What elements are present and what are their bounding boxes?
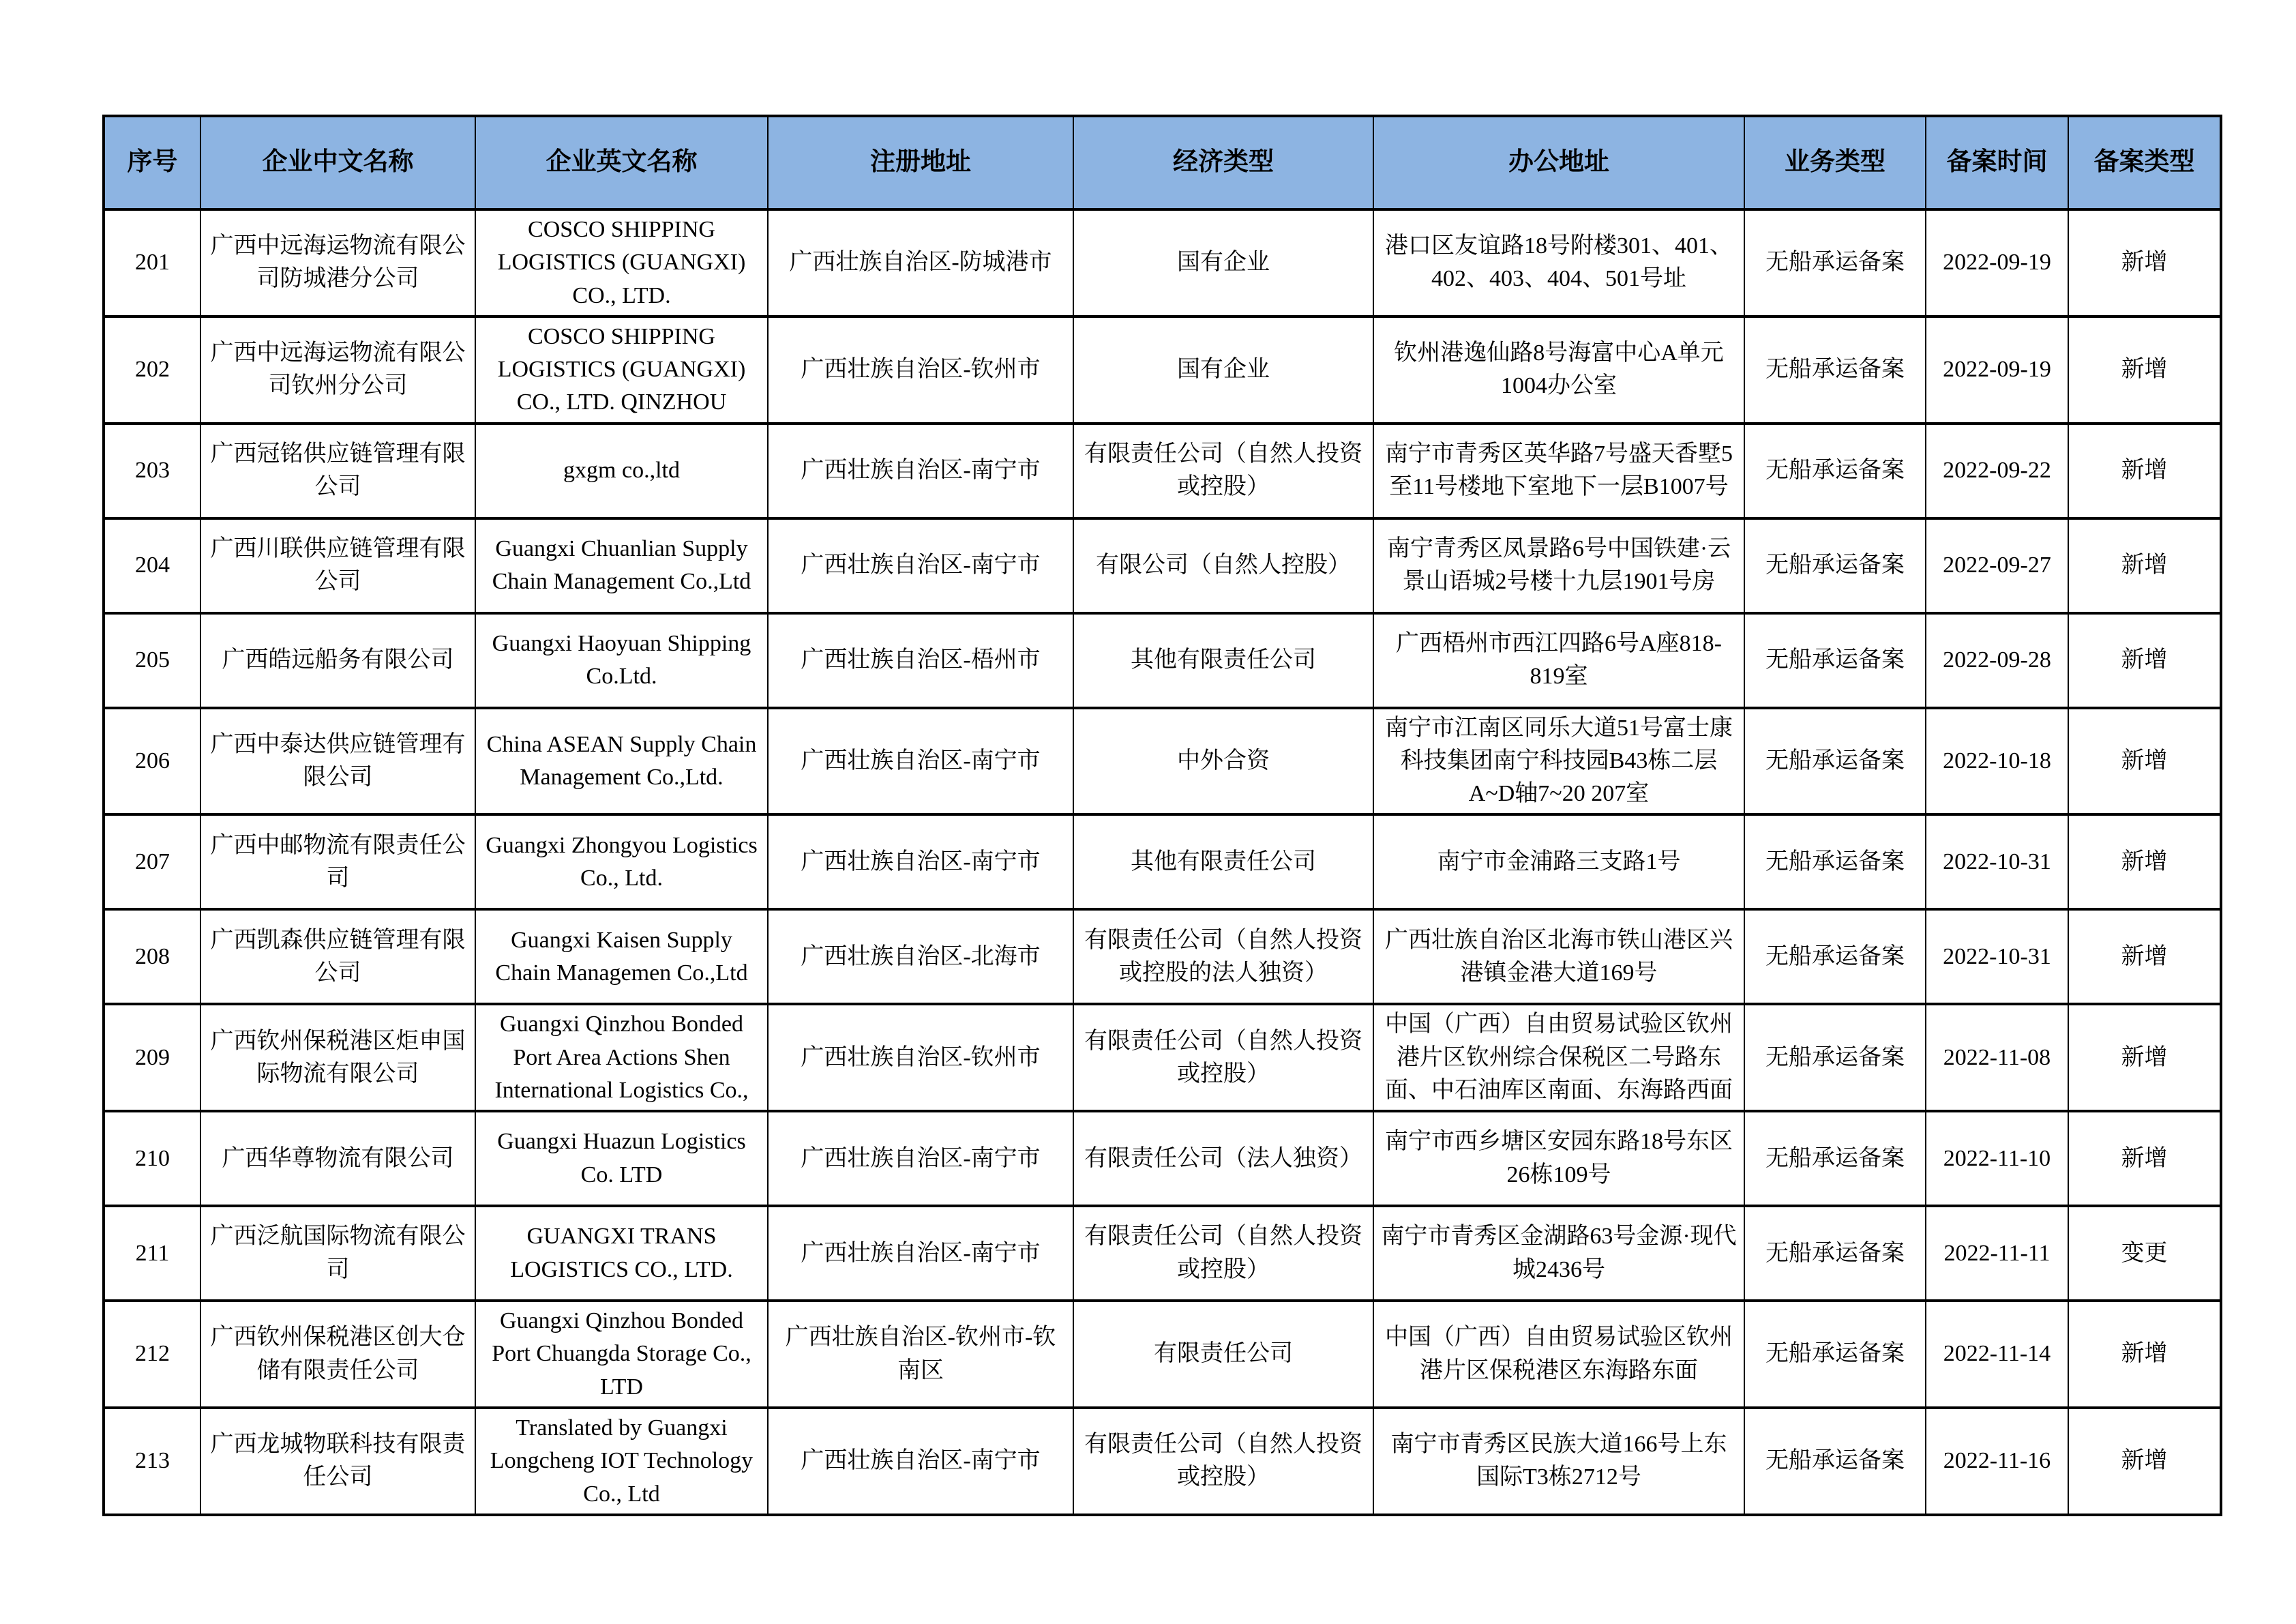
cell-xuhao: 205 (104, 613, 200, 708)
cell-econ-type: 有限责任公司（自然人投资或控股） (1073, 1004, 1373, 1111)
cell-biz-type: 无船承运备案 (1744, 814, 1926, 909)
column-header-cn-name: 企业中文名称 (200, 116, 475, 209)
cell-cn-name: 广西中远海运物流有限公司钦州分公司 (200, 316, 475, 424)
cell-en-name: Guangxi Qinzhou Bonded Port Chuangda Storage Co., LTD (475, 1301, 768, 1408)
table-row (104, 316, 2221, 424)
cell-cn-name: 广西川联供应链管理有限公司 (200, 518, 475, 613)
cell-biz-type: 无船承运备案 (1744, 1301, 1926, 1408)
cell-cn-name: 广西钦州保税港区创大仓储有限责任公司 (200, 1301, 475, 1408)
cell-xuhao: 206 (104, 708, 200, 815)
cell-reg-address: 广西壮族自治区-南宁市 (768, 1206, 1073, 1301)
column-header-econ-type: 经济类型 (1073, 116, 1373, 209)
cell-econ-type: 国有企业 (1073, 209, 1373, 316)
cell-xuhao: 208 (104, 909, 200, 1004)
cell-office-address: 南宁市青秀区民族大道166号上东国际T3栋2712号 (1373, 1408, 1744, 1515)
cell-filing-date: 2022-09-28 (1926, 613, 2068, 708)
table-row (104, 1206, 2221, 1301)
cell-econ-type: 中外合资 (1073, 708, 1373, 815)
cell-filing-type: 新增 (2068, 814, 2221, 909)
cell-filing-date: 2022-11-08 (1926, 1004, 2068, 1111)
cell-office-address: 广西壮族自治区北海市铁山港区兴港镇金港大道169号 (1373, 909, 1744, 1004)
cell-econ-type: 有限责任公司（自然人投资或控股） (1073, 1206, 1373, 1301)
cell-biz-type: 无船承运备案 (1744, 1111, 1926, 1206)
cell-cn-name: 广西钦州保税港区炬申国际物流有限公司 (200, 1004, 475, 1111)
column-header-reg-address: 注册地址 (768, 116, 1073, 209)
cell-office-address: 南宁市青秀区英华路7号盛天香墅5至11号楼地下室地下一层B1007号 (1373, 424, 1744, 518)
cell-office-address: 港口区友谊路18号附楼301、401、402、403、404、501号址 (1373, 209, 1744, 316)
cell-filing-type: 新增 (2068, 424, 2221, 518)
cell-en-name: China ASEAN Supply Chain Management Co.,Ltd. (475, 708, 768, 815)
cell-filing-type: 新增 (2068, 1301, 2221, 1408)
cell-filing-date: 2022-11-10 (1926, 1111, 2068, 1206)
table-row (104, 1408, 2221, 1515)
cell-econ-type: 国有企业 (1073, 316, 1373, 424)
table-row (104, 209, 2221, 316)
cell-office-address: 中国（广西）自由贸易试验区钦州港片区保税港区东海路东面 (1373, 1301, 1744, 1408)
cell-reg-address: 广西壮族自治区-南宁市 (768, 708, 1073, 815)
cell-filing-type: 新增 (2068, 1004, 2221, 1111)
cell-reg-address: 广西壮族自治区-梧州市 (768, 613, 1073, 708)
cell-reg-address: 广西壮族自治区-防城港市 (768, 209, 1073, 316)
cell-filing-date: 2022-11-16 (1926, 1408, 2068, 1515)
cell-reg-address: 广西壮族自治区-南宁市 (768, 1111, 1073, 1206)
cell-filing-type: 新增 (2068, 1111, 2221, 1206)
cell-biz-type: 无船承运备案 (1744, 518, 1926, 613)
cell-econ-type: 有限责任公司（法人独资） (1073, 1111, 1373, 1206)
cell-filing-date: 2022-09-27 (1926, 518, 2068, 613)
header-row (104, 116, 2221, 209)
cell-biz-type: 无船承运备案 (1744, 316, 1926, 424)
cell-xuhao: 201 (104, 209, 200, 316)
cell-reg-address: 广西壮族自治区-南宁市 (768, 424, 1073, 518)
cell-xuhao: 210 (104, 1111, 200, 1206)
table-row (104, 1004, 2221, 1111)
cell-office-address: 南宁青秀区凤景路6号中国铁建·云景山语城2号楼十九层1901号房 (1373, 518, 1744, 613)
cell-en-name: Guangxi Chuanlian Supply Chain Management Co.,Ltd (475, 518, 768, 613)
cell-econ-type: 有限责任公司 (1073, 1301, 1373, 1408)
cell-xuhao: 212 (104, 1301, 200, 1408)
cell-biz-type: 无船承运备案 (1744, 1206, 1926, 1301)
cell-office-address: 钦州港逸仙路8号海富中心A单元1004办公室 (1373, 316, 1744, 424)
cell-cn-name: 广西泛航国际物流有限公司 (200, 1206, 475, 1301)
cell-reg-address: 广西壮族自治区-钦州市-钦南区 (768, 1301, 1073, 1408)
column-header-office-address: 办公地址 (1373, 116, 1744, 209)
cell-cn-name: 广西中泰达供应链管理有限公司 (200, 708, 475, 815)
cell-reg-address: 广西壮族自治区-南宁市 (768, 814, 1073, 909)
cell-filing-date: 2022-10-31 (1926, 814, 2068, 909)
table-body (104, 209, 2221, 1515)
column-header-filing-date: 备案时间 (1926, 116, 2068, 209)
cell-econ-type: 有限责任公司（自然人投资或控股） (1073, 1408, 1373, 1515)
cell-xuhao: 209 (104, 1004, 200, 1111)
cell-biz-type: 无船承运备案 (1744, 909, 1926, 1004)
cell-filing-date: 2022-09-19 (1926, 209, 2068, 316)
cell-filing-type: 新增 (2068, 316, 2221, 424)
table-row (104, 1111, 2221, 1206)
cell-office-address: 南宁市西乡塘区安园东路18号东区26栋109号 (1373, 1111, 1744, 1206)
cell-filing-type: 新增 (2068, 613, 2221, 708)
cell-en-name: COSCO SHIPPING LOGISTICS (GUANGXI) CO., LTD. QINZHOU (475, 316, 768, 424)
cell-reg-address: 广西壮族自治区-南宁市 (768, 518, 1073, 613)
cell-econ-type: 有限责任公司（自然人投资或控股的法人独资） (1073, 909, 1373, 1004)
cell-filing-date: 2022-10-18 (1926, 708, 2068, 815)
cell-en-name: Guangxi Huazun Logistics Co. LTD (475, 1111, 768, 1206)
table-row (104, 518, 2221, 613)
cell-filing-type: 新增 (2068, 1408, 2221, 1515)
table-row (104, 613, 2221, 708)
column-header-filing-type: 备案类型 (2068, 116, 2221, 209)
cell-filing-date: 2022-09-19 (1926, 316, 2068, 424)
column-header-biz-type: 业务类型 (1744, 116, 1926, 209)
cell-biz-type: 无船承运备案 (1744, 1004, 1926, 1111)
cell-econ-type: 其他有限责任公司 (1073, 814, 1373, 909)
cell-econ-type: 有限责任公司（自然人投资或控股） (1073, 424, 1373, 518)
cell-cn-name: 广西中邮物流有限责任公司 (200, 814, 475, 909)
cell-filing-date: 2022-09-22 (1926, 424, 2068, 518)
cell-cn-name: 广西华尊物流有限公司 (200, 1111, 475, 1206)
cell-biz-type: 无船承运备案 (1744, 209, 1926, 316)
cell-cn-name: 广西龙城物联科技有限责任公司 (200, 1408, 475, 1515)
cell-reg-address: 广西壮族自治区-钦州市 (768, 1004, 1073, 1111)
cell-en-name: Guangxi Kaisen Supply Chain Managemen Co.,Ltd (475, 909, 768, 1004)
cell-xuhao: 203 (104, 424, 200, 518)
cell-en-name: Guangxi Qinzhou Bonded Port Area Actions Shen International Logistics Co., (475, 1004, 768, 1111)
cell-filing-date: 2022-10-31 (1926, 909, 2068, 1004)
cell-xuhao: 204 (104, 518, 200, 613)
table-row (104, 424, 2221, 518)
cell-filing-type: 新增 (2068, 209, 2221, 316)
column-header-xuhao: 序号 (104, 116, 200, 209)
table-row (104, 708, 2221, 815)
cell-filing-type: 新增 (2068, 518, 2221, 613)
cell-econ-type: 有限公司（自然人控股） (1073, 518, 1373, 613)
cell-cn-name: 广西皓远船务有限公司 (200, 613, 475, 708)
cell-filing-date: 2022-11-14 (1926, 1301, 2068, 1408)
cell-reg-address: 广西壮族自治区-北海市 (768, 909, 1073, 1004)
cell-filing-date: 2022-11-11 (1926, 1206, 2068, 1301)
cell-office-address: 广西梧州市西江四路6号A座818-819室 (1373, 613, 1744, 708)
column-header-en-name: 企业英文名称 (475, 116, 768, 209)
cell-en-name: Translated by Guangxi Longcheng IOT Technology Co., Ltd (475, 1408, 768, 1515)
cell-biz-type: 无船承运备案 (1744, 613, 1926, 708)
cell-en-name: COSCO SHIPPING LOGISTICS (GUANGXI) CO., LTD. (475, 209, 768, 316)
cell-filing-type: 新增 (2068, 909, 2221, 1004)
cell-biz-type: 无船承运备案 (1744, 424, 1926, 518)
cell-econ-type: 其他有限责任公司 (1073, 613, 1373, 708)
table-header (104, 116, 2221, 209)
cell-office-address: 中国（广西）自由贸易试验区钦州港片区钦州综合保税区二号路东面、中石油库区南面、东海路西面 (1373, 1004, 1744, 1111)
cell-cn-name: 广西凯森供应链管理有限公司 (200, 909, 475, 1004)
cell-filing-type: 新增 (2068, 708, 2221, 815)
cell-xuhao: 202 (104, 316, 200, 424)
cell-filing-type: 变更 (2068, 1206, 2221, 1301)
nvocc-filing-table (102, 115, 2222, 1516)
cell-cn-name: 广西中远海运物流有限公司防城港分公司 (200, 209, 475, 316)
table-row (104, 909, 2221, 1004)
table-row (104, 814, 2221, 909)
cell-en-name: gxgm co.,ltd (475, 424, 768, 518)
cell-biz-type: 无船承运备案 (1744, 708, 1926, 815)
cell-office-address: 南宁市青秀区金湖路63号金源·现代城2436号 (1373, 1206, 1744, 1301)
cell-office-address: 南宁市金浦路三支路1号 (1373, 814, 1744, 909)
cell-xuhao: 207 (104, 814, 200, 909)
cell-en-name: GUANGXI TRANS LOGISTICS CO., LTD. (475, 1206, 768, 1301)
cell-reg-address: 广西壮族自治区-钦州市 (768, 316, 1073, 424)
cell-en-name: Guangxi Zhongyou Logistics Co., Ltd. (475, 814, 768, 909)
cell-en-name: Guangxi Haoyuan Shipping Co.Ltd. (475, 613, 768, 708)
cell-cn-name: 广西冠铭供应链管理有限公司 (200, 424, 475, 518)
cell-biz-type: 无船承运备案 (1744, 1408, 1926, 1515)
cell-xuhao: 213 (104, 1408, 200, 1515)
table-row (104, 1301, 2221, 1408)
cell-office-address: 南宁市江南区同乐大道51号富士康科技集团南宁科技园B43栋二层A~D轴7~20 207室 (1373, 708, 1744, 815)
cell-xuhao: 211 (104, 1206, 200, 1301)
cell-reg-address: 广西壮族自治区-南宁市 (768, 1408, 1073, 1515)
